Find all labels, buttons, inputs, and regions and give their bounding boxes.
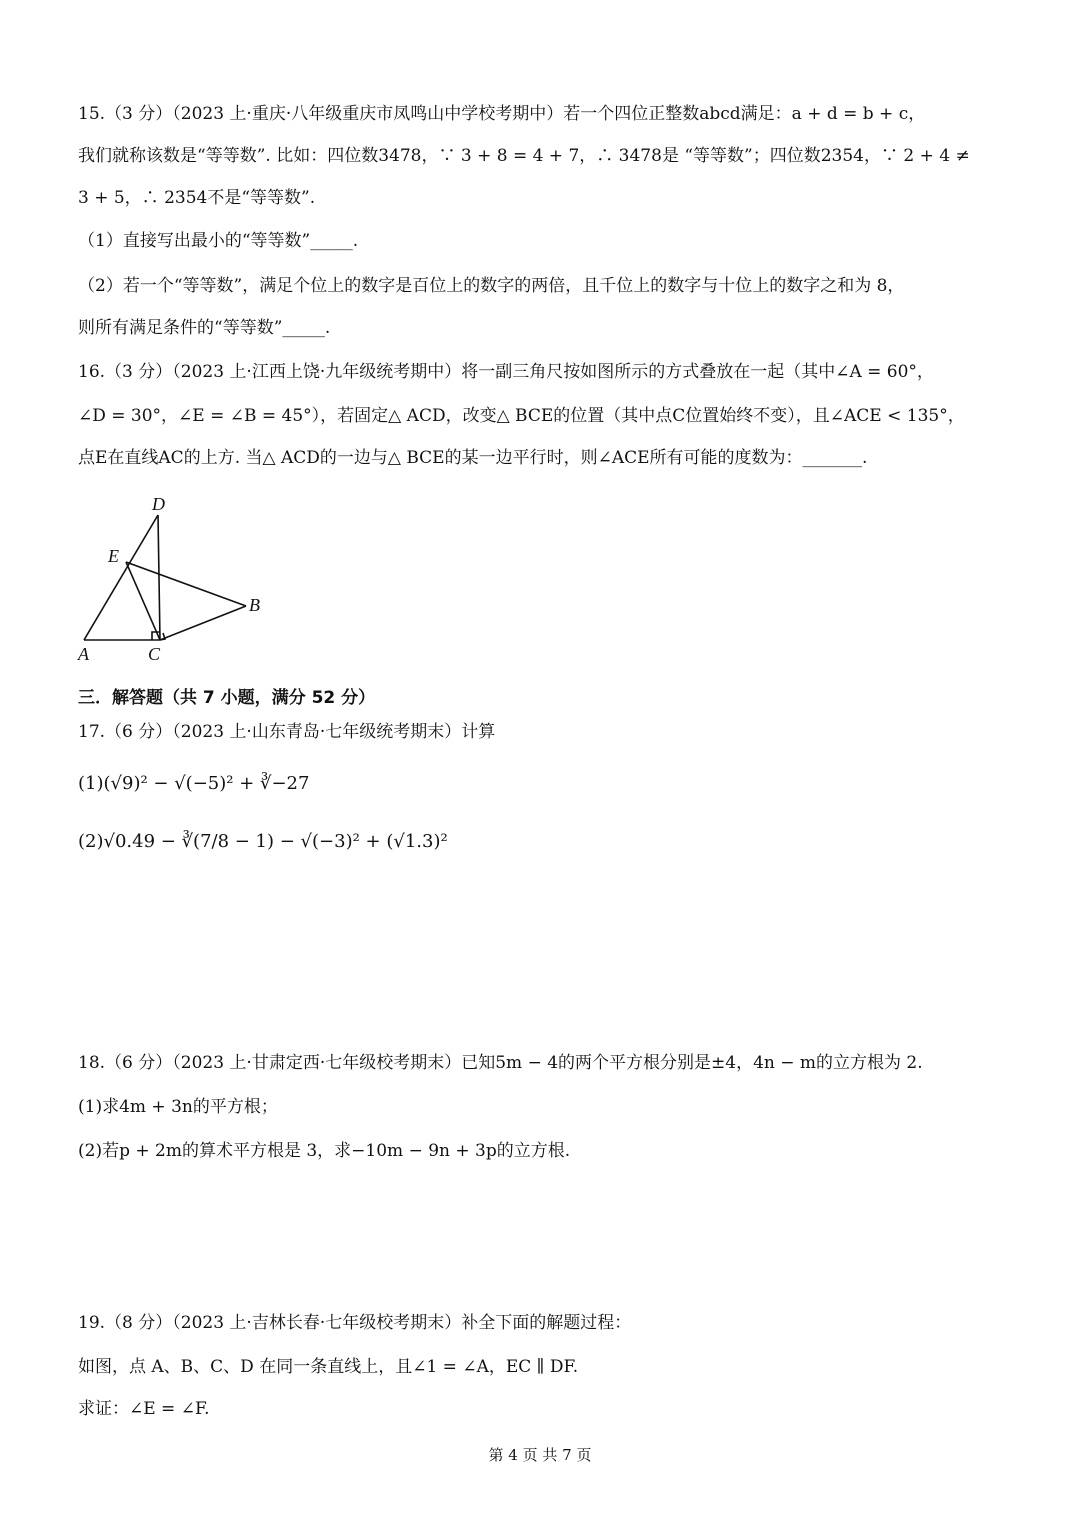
q15-part-1: （1）直接写出最小的“等等数”_____. (78, 231, 359, 251)
q18-part-2: (2)若p + 2m的算术平方根是 3，求−10m − 9n + 3p的立方根. (78, 1141, 571, 1161)
q17-part-1: (1)(√9)² − √(−5)² + ∛−27 (78, 773, 310, 794)
segment-ad (84, 515, 158, 640)
page-footer: 第 4 页 共 7 页 (488, 1446, 592, 1464)
q16-line-3: 点E在直线AC的上方. 当△ ACD的一边与△ BCE的某一边平行时，则∠ACE所有可能的度数为：_______. (78, 448, 868, 468)
label-c: C (148, 644, 161, 664)
q19-line-2: 如图，点 A、B、C、D 在同一条直线上，且∠1 = ∠A，EC ∥ DF. (78, 1357, 579, 1377)
label-d: D (152, 494, 165, 514)
q16-line-1: 16.（3 分）（2023 上·江西上饶·九年级统考期中）将一副三角尺按如图所示的方式叠放在一起（其中∠A = 60°， (78, 362, 934, 382)
section-3-title: 三．解答题（共 7 小题，满分 52 分） (78, 688, 376, 708)
q17-part-2: (2)√0.49 − ∛(7/8 − 1) − √(−3)² + (√1.3)² (78, 831, 448, 852)
segment-ec (126, 562, 160, 640)
label-e: E (108, 546, 119, 566)
segment-eb (126, 562, 246, 606)
q15-line-3: 3 + 5，∴ 2354不是“等等数”. (78, 188, 316, 208)
q15-line-2: 我们就称该数是“等等数”. 比如：四位数3478，∵ 3 + 8 = 4 + 7，∴ 3478是 “等等数”；四位数2354，∵ 2 + 4 ≠ (78, 146, 970, 166)
q19-stem: 19.（8 分）（2023 上·吉林长春·七年级校考期末）补全下面的解题过程： (78, 1313, 632, 1333)
q16-line-2: ∠D = 30°，∠E = ∠B = 45°），若固定△ ACD，改变△ BCE的位置（其中点C位置始终不变），且∠ACE < 135°， (78, 406, 965, 426)
label-b: B (249, 595, 260, 615)
segment-cb (160, 606, 246, 640)
segment-dc (158, 515, 160, 640)
triangle-figure (70, 490, 280, 670)
label-a: A (78, 644, 89, 664)
q18-part-1: (1)求4m + 3n的平方根； (78, 1097, 278, 1117)
q15-line-1: 15.（3 分）（2023 上·重庆·八年级重庆市凤鸣山中学校考期中）若一个四位正整数abcd满足：a + d = b + c， (78, 104, 926, 124)
q15-part-2-line-2: 则所有满足条件的“等等数”_____. (78, 318, 331, 338)
q15-part-2-line-1: （2）若一个“等等数”，满足个位上的数字是百位上的数字的两倍，且千位上的数字与十位上的数字之和为 8， (78, 276, 905, 296)
q19-line-3: 求证：∠E = ∠F. (78, 1399, 210, 1419)
q18-stem: 18.（6 分）（2023 上·甘肃定西·七年级校考期末）已知5m − 4的两个平方根分别是±4，4n − m的立方根为 2. (78, 1053, 923, 1073)
q17-stem: 17.（6 分）（2023 上·山东青岛·七年级统考期末）计算 (78, 722, 496, 742)
